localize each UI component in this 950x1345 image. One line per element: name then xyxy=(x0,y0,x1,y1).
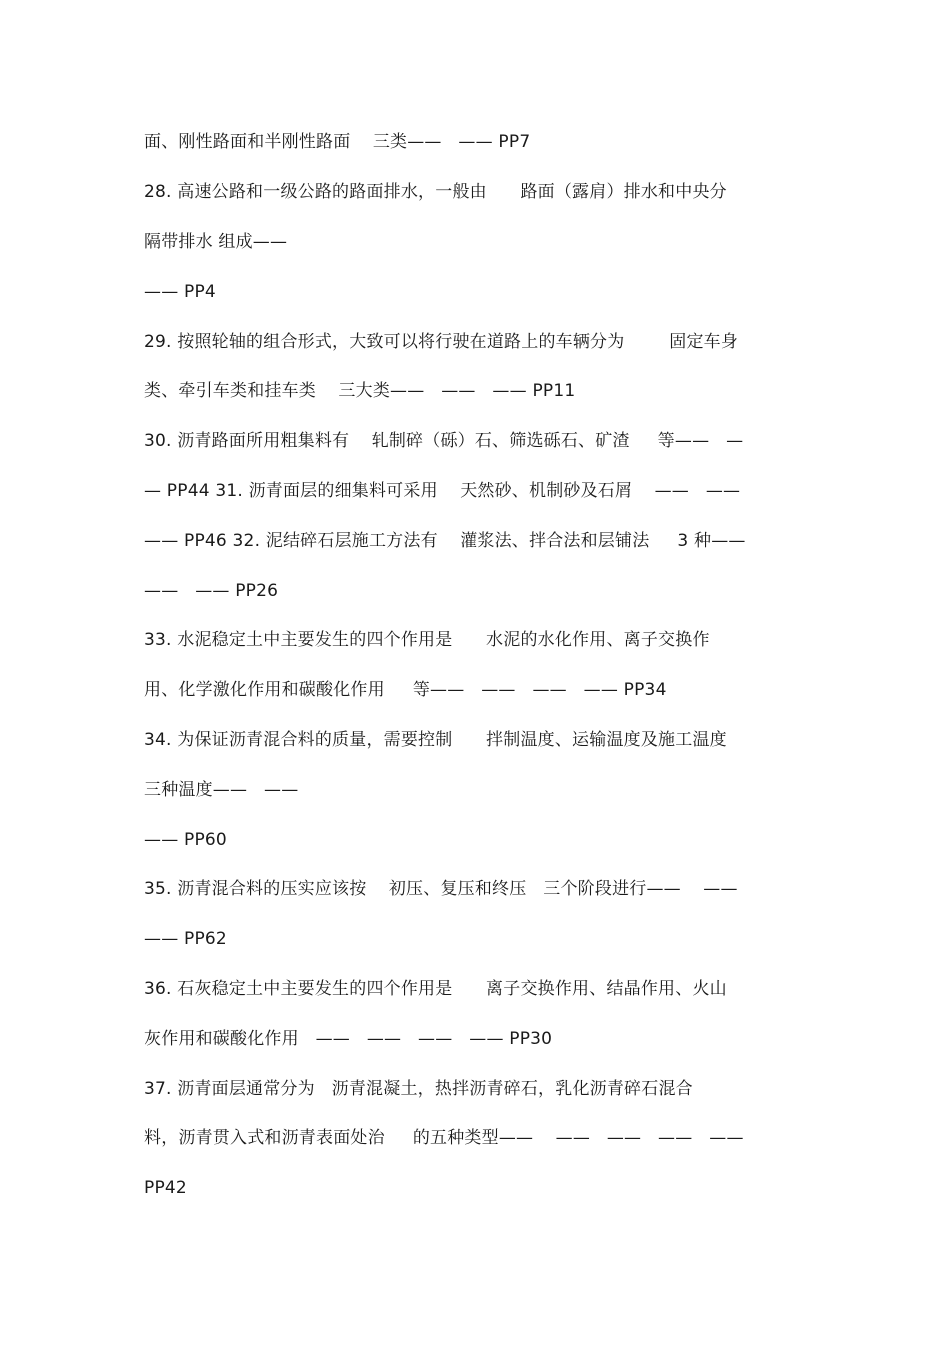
text-line: —— —— PP26 xyxy=(144,581,279,601)
text-line: — PP44 31. 沥青面层的细集料可采用 天然砂、机制砂及石屑 —— —— xyxy=(144,481,741,501)
text-line: —— PP4 xyxy=(144,282,216,302)
text-line: 三种温度—— —— xyxy=(144,780,299,800)
text-line: —— PP62 xyxy=(144,929,227,949)
text-line: PP42 xyxy=(144,1178,187,1198)
text-line: —— PP46 32. 泥结碎石层施工方法有 灌浆法、拌合法和层铺法 3 种—— xyxy=(144,531,746,551)
text-line: —— PP60 xyxy=(144,830,227,850)
text-line: 面、刚性路面和半刚性路面 三类—— —— PP7 xyxy=(144,132,531,152)
text-line: 29. 按照轮轴的组合形式，大致可以将行驶在道路上的车辆分为 固定车身 xyxy=(144,332,739,352)
text-line: 33. 水泥稳定土中主要发生的四个作用是 水泥的水化作用、离子交换作 xyxy=(144,630,710,650)
text-line: 30. 沥青路面所用粗集料有 轧制碎（砾）石、筛选砾石、矿渣 等—— — xyxy=(144,431,744,451)
text-line: 35. 沥青混合料的压实应该按 初压、复压和终压 三个阶段进行—— —— xyxy=(144,879,738,899)
text-line: 类、牵引车类和挂车类 三大类—— —— —— PP11 xyxy=(144,381,576,401)
text-line: 灰作用和碳酸化作用 —— —— —— —— PP30 xyxy=(144,1029,553,1049)
text-line: 36. 石灰稳定土中主要发生的四个作用是 离子交换作用、结晶作用、火山 xyxy=(144,979,727,999)
text-line: 用、化学激化作用和碳酸化作用 等—— —— —— —— PP34 xyxy=(144,680,667,700)
text-line: 隔带排水 组成—— xyxy=(144,232,288,252)
text-line: 料，沥青贯入式和沥青表面处治 的五种类型—— —— —— —— —— xyxy=(144,1128,744,1148)
text-line: 37. 沥青面层通常分为 沥青混凝土，热拌沥青碎石，乳化沥青碎石混合 xyxy=(144,1079,693,1099)
text-line: 34. 为保证沥青混合料的质量，需要控制 拌制温度、运输温度及施工温度 xyxy=(144,730,727,750)
text-line: 28. 高速公路和一级公路的路面排水，一般由 路面（露肩）排水和中央分 xyxy=(144,182,727,202)
